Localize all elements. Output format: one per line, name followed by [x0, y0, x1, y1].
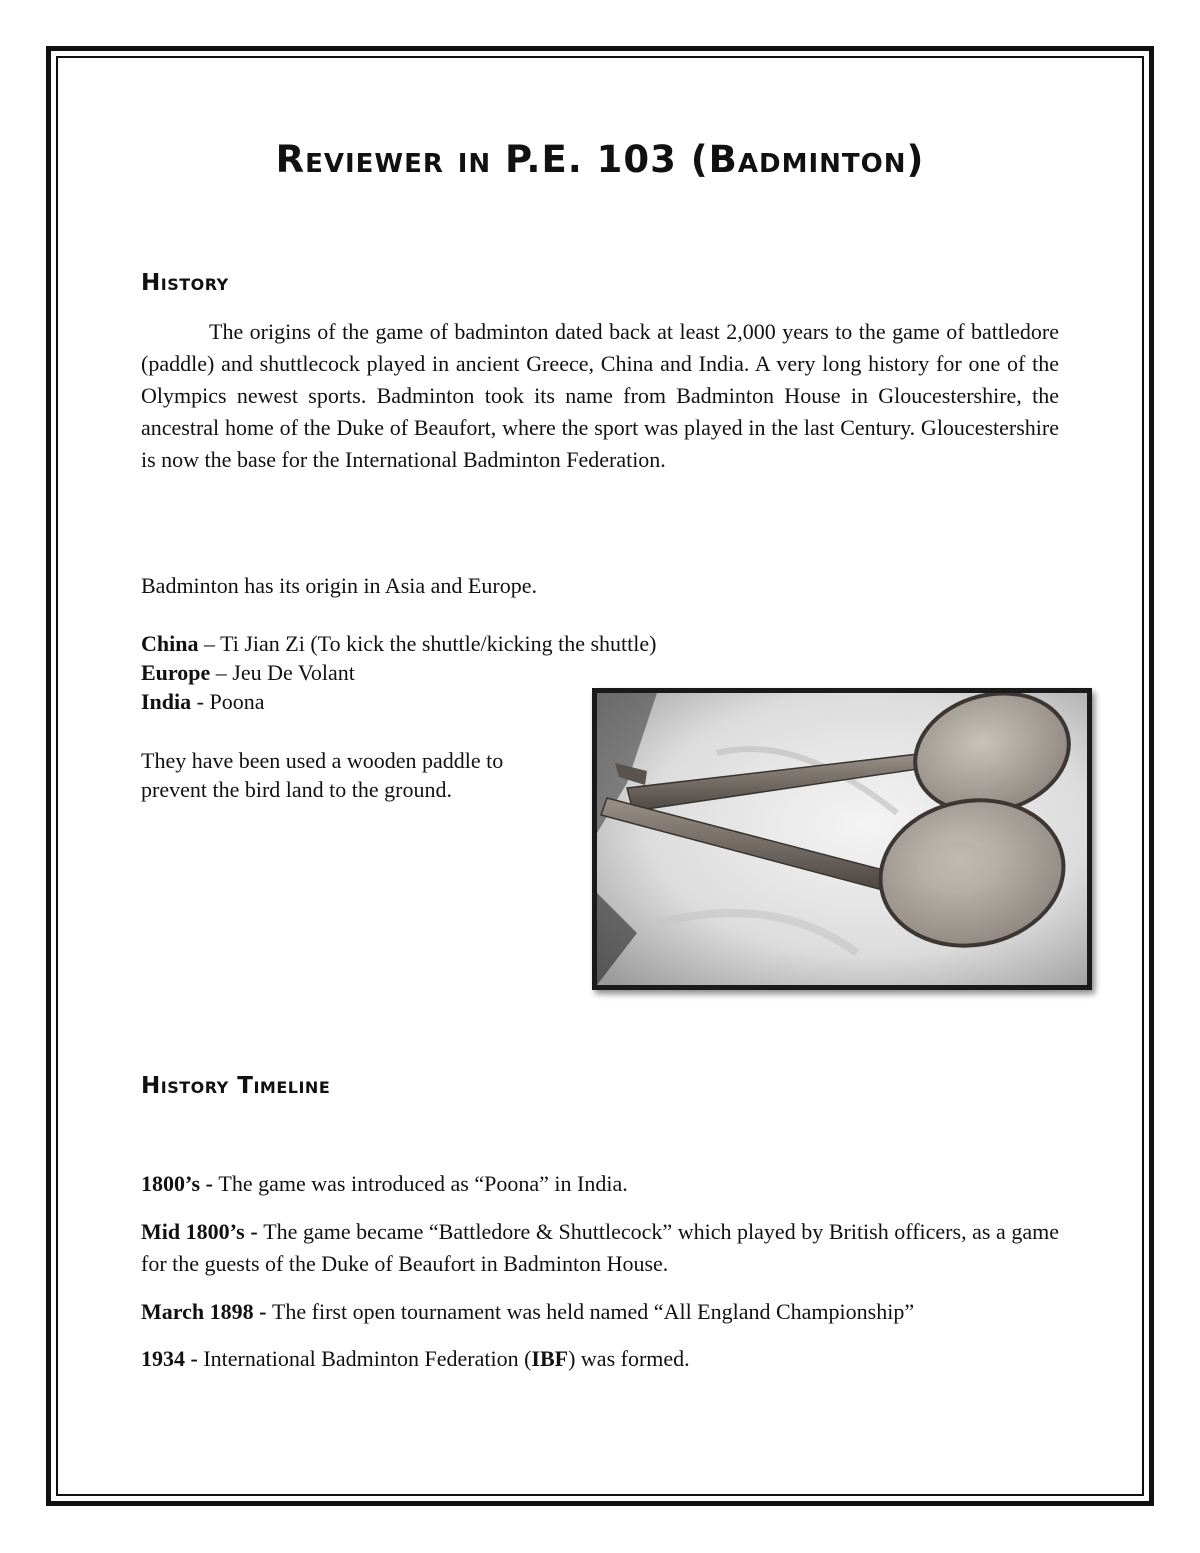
paddle-note-line-2: prevent the bird land to the ground.: [141, 777, 452, 802]
origin-place: Europe: [141, 660, 211, 685]
origin-india: [141, 687, 264, 716]
paddle-note-line-1: They have been used a wooden paddle to: [141, 748, 504, 773]
timeline-event: [141, 1168, 1059, 1200]
history-heading: History: [141, 270, 229, 296]
timeline-date: 1934: [141, 1346, 185, 1371]
document-title: Reviewer in P.E. 103 (Badminton): [275, 138, 925, 181]
timeline-text: The first open tournament was held named “All England Championship”: [271, 1299, 915, 1324]
paddles-illustration: [597, 693, 1087, 985]
origin-name: Jeu De Volant: [232, 660, 355, 685]
timeline-separator: -: [244, 1219, 264, 1244]
origin-separator: –: [210, 660, 233, 685]
timeline-text: ) was formed.: [568, 1346, 690, 1371]
paddle-wear-mark: [917, 842, 997, 894]
timeline-abbr: IBF: [531, 1346, 569, 1371]
origin-separator: -: [191, 689, 210, 714]
timeline-date: 1800’s: [141, 1171, 201, 1196]
timeline-heading: History Timeline: [141, 1073, 331, 1099]
timeline-event: [141, 1216, 1059, 1280]
timeline-text: International Badminton Federation (: [203, 1346, 532, 1371]
origin-europe: [141, 658, 355, 687]
history-paragraph: The origins of the game of badminton dated back at least 2,000 years to the game of battledore (paddle) and shuttlecock played in ancient Greece, China and India. A very long history for one of the Olympics newest sports. Badminton took its name from Badminton House in Gloucestershire, the ancestral home of the Duke of Beaufort, where the sport was played in the last Century. Gloucestershire is now the base for the International Badminton Federation.: [141, 319, 1059, 472]
origin-statement: Badminton has its origin in Asia and Europe.: [141, 573, 537, 598]
origin-china: [141, 629, 656, 658]
timeline-event: [141, 1296, 1059, 1328]
wooden-paddles-photo: [592, 688, 1092, 990]
timeline-date: March 1898: [141, 1299, 254, 1324]
timeline-event: [141, 1343, 1059, 1375]
timeline-separator: -: [253, 1299, 272, 1324]
timeline-text: The game was introduced as “Poona” in India.: [218, 1171, 628, 1196]
origin-place: India: [141, 689, 192, 714]
origin-name: Poona: [209, 689, 265, 714]
timeline-date: Mid 1800’s: [141, 1219, 245, 1244]
origin-separator: –: [198, 631, 221, 656]
timeline-separator: -: [200, 1171, 219, 1196]
timeline-text: The game became “Battledore & Shuttlecock” which played by British officers, as a game for the guests of the Duke of Beaufort in Badminton House.: [141, 1219, 1059, 1276]
origin-place: China: [141, 631, 199, 656]
timeline-separator: -: [185, 1346, 204, 1371]
origin-name: Ti Jian Zi (To kick the shuttle/kicking the shuttle): [220, 631, 657, 656]
